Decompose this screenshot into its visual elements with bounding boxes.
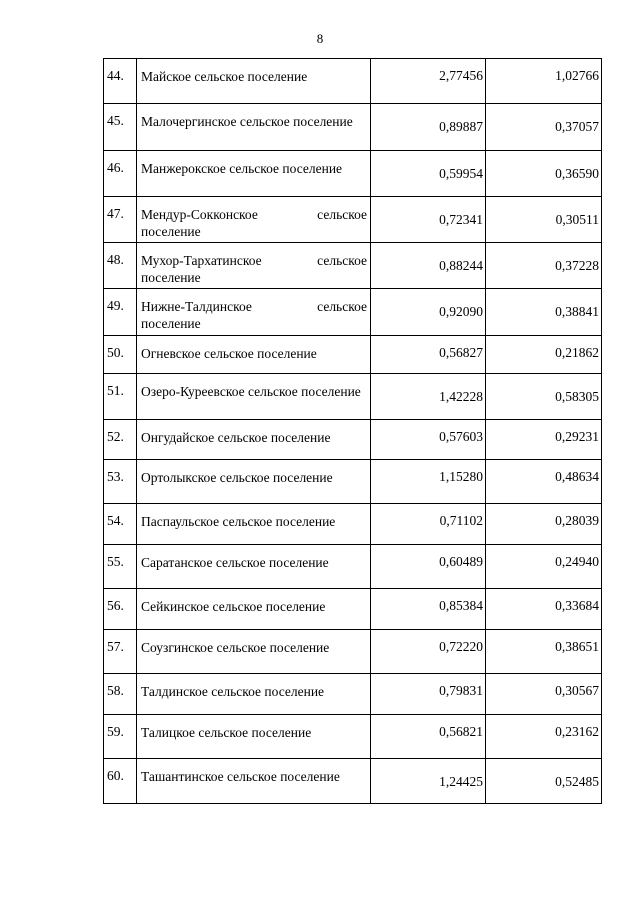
table-row bbox=[104, 374, 602, 420]
settlement-name: Майское сельское поселение bbox=[141, 69, 308, 84]
settlement-name-cell bbox=[137, 460, 371, 504]
settlement-name-cell bbox=[137, 715, 371, 759]
value-2: 0,38651 bbox=[486, 630, 602, 674]
value-1: 1,15280 bbox=[371, 460, 486, 504]
settlement-name-cell bbox=[137, 504, 371, 545]
settlement-name: Малочергинское сельское поселение bbox=[141, 114, 353, 129]
settlement-name: Огневское сельское поселение bbox=[141, 346, 317, 361]
settlement-name: Манжерокское сельское поселение bbox=[141, 161, 343, 176]
table-row bbox=[104, 420, 602, 460]
table-row bbox=[104, 630, 602, 674]
value-1: 0,57603 bbox=[371, 420, 486, 460]
value-2: 1,02766 bbox=[486, 59, 602, 104]
settlement-name: Талицкое сельское поселение bbox=[141, 725, 312, 740]
value-1: 0,59954 bbox=[371, 151, 486, 197]
table-row bbox=[104, 59, 602, 104]
settlement-name: Сейкинское сельское поселение bbox=[141, 599, 326, 614]
value-1: 1,42228 bbox=[371, 374, 486, 420]
page-number: 8 bbox=[316, 31, 324, 46]
row-number: 55. bbox=[104, 545, 137, 589]
value-2: 0,33684 bbox=[486, 589, 602, 630]
settlement-name: Паспаульское сельское поселение bbox=[141, 514, 336, 529]
value-1: 0,56827 bbox=[371, 336, 486, 374]
table-body bbox=[104, 59, 602, 804]
value-2: 0,21862 bbox=[486, 336, 602, 374]
table-row bbox=[104, 674, 602, 715]
value-2: 0,52485 bbox=[486, 759, 602, 804]
value-2: 0,38841 bbox=[486, 289, 602, 336]
settlement-name-cell bbox=[137, 759, 371, 804]
row-number: 53. bbox=[104, 460, 137, 504]
value-1: 0,89887 bbox=[371, 104, 486, 151]
value-2: 0,28039 bbox=[486, 504, 602, 545]
value-2: 0,37057 bbox=[486, 104, 602, 151]
value-2: 0,37228 bbox=[486, 243, 602, 289]
value-2: 0,24940 bbox=[486, 545, 602, 589]
settlement-name: Мендур-Сокконское сельское поселение bbox=[141, 207, 367, 239]
settlement-name-cell bbox=[137, 243, 371, 289]
value-1: 0,88244 bbox=[371, 243, 486, 289]
data-table bbox=[103, 58, 602, 804]
value-2: 0,29231 bbox=[486, 420, 602, 460]
table-row bbox=[104, 715, 602, 759]
settlement-name-cell bbox=[137, 289, 371, 336]
table-row bbox=[104, 243, 602, 289]
value-2: 0,30511 bbox=[486, 197, 602, 243]
settlement-name-cell bbox=[137, 104, 371, 151]
value-2: 0,30567 bbox=[486, 674, 602, 715]
table-row bbox=[104, 460, 602, 504]
table-row bbox=[104, 104, 602, 151]
value-1: 0,79831 bbox=[371, 674, 486, 715]
settlement-name-cell bbox=[137, 545, 371, 589]
value-1: 0,71102 bbox=[371, 504, 486, 545]
settlement-name: Талдинское сельское поселение bbox=[141, 684, 325, 699]
value-1: 1,24425 bbox=[371, 759, 486, 804]
row-number: 50. bbox=[104, 336, 137, 374]
value-2: 0,48634 bbox=[486, 460, 602, 504]
settlement-name-cell bbox=[137, 336, 371, 374]
value-1: 0,56821 bbox=[371, 715, 486, 759]
table-row bbox=[104, 336, 602, 374]
value-1: 0,92090 bbox=[371, 289, 486, 336]
settlement-name: Саратанское сельское поселение bbox=[141, 555, 329, 570]
settlement-name-cell bbox=[137, 197, 371, 243]
row-number: 59. bbox=[104, 715, 137, 759]
row-number: 51. bbox=[104, 374, 137, 420]
table-row bbox=[104, 545, 602, 589]
row-number: 60. bbox=[104, 759, 137, 804]
settlement-name: Онгудайское сельское поселение bbox=[141, 430, 331, 445]
settlement-name-cell bbox=[137, 151, 371, 197]
row-number: 49. bbox=[104, 289, 137, 336]
table-row bbox=[104, 151, 602, 197]
row-number: 52. bbox=[104, 420, 137, 460]
settlement-name: Ортолыкское сельское поселение bbox=[141, 470, 333, 485]
value-1: 0,72341 bbox=[371, 197, 486, 243]
settlement-name-cell bbox=[137, 674, 371, 715]
row-number: 47. bbox=[104, 197, 137, 243]
table-row bbox=[104, 197, 602, 243]
settlement-name-cell bbox=[137, 374, 371, 420]
settlement-name-cell bbox=[137, 589, 371, 630]
settlement-name: Соузгинское сельское поселение bbox=[141, 640, 330, 655]
row-number: 54. bbox=[104, 504, 137, 545]
settlement-name: Ташантинское сельское поселение bbox=[141, 769, 340, 784]
value-1: 0,60489 bbox=[371, 545, 486, 589]
value-2: 0,58305 bbox=[486, 374, 602, 420]
table-row bbox=[104, 759, 602, 804]
value-2: 0,36590 bbox=[486, 151, 602, 197]
table-row bbox=[104, 504, 602, 545]
row-number: 45. bbox=[104, 104, 137, 151]
settlement-name: Озеро-Куреевское сельское поселение bbox=[141, 384, 361, 399]
settlement-name: Нижне-Талдинское сельское поселение bbox=[141, 299, 367, 331]
value-1: 0,85384 bbox=[371, 589, 486, 630]
value-1: 0,72220 bbox=[371, 630, 486, 674]
settlement-name-cell bbox=[137, 630, 371, 674]
value-1: 2,77456 bbox=[371, 59, 486, 104]
table-row bbox=[104, 589, 602, 630]
row-number: 56. bbox=[104, 589, 137, 630]
row-number: 46. bbox=[104, 151, 137, 197]
row-number: 44. bbox=[104, 59, 137, 104]
value-2: 0,23162 bbox=[486, 715, 602, 759]
row-number: 57. bbox=[104, 630, 137, 674]
settlement-name-cell bbox=[137, 59, 371, 104]
row-number: 58. bbox=[104, 674, 137, 715]
row-number: 48. bbox=[104, 243, 137, 289]
table-row bbox=[104, 289, 602, 336]
settlement-name: Мухор-Тархатинское сельское поселение bbox=[141, 253, 367, 285]
settlement-name-cell bbox=[137, 420, 371, 460]
